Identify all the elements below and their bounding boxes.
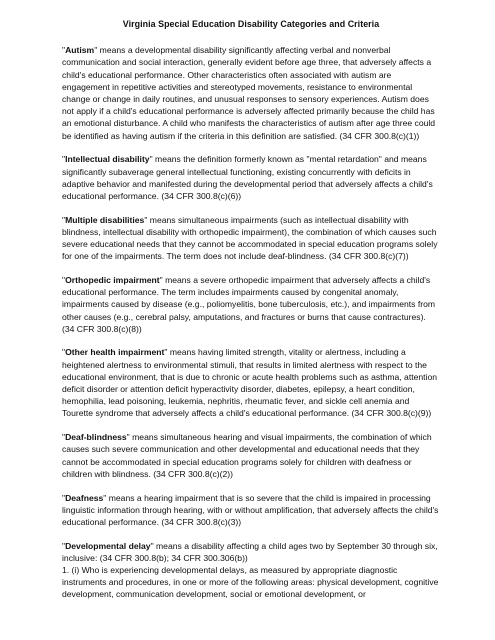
term-other-health-impairment: Other health impairment [65, 347, 165, 358]
definition-text: means a disability affecting a child ages two by September 30 through six, inclusive: (34 CFR 300.8(b); 34 CFR 300.306(b)) [62, 540, 438, 563]
definition-text: means simultaneous hearing and visual impairments, the combination of which causes such severe communication and other developmental and educational needs that they cannot be accommodated in special education programs solely for children with deafness or children with blindness. (34 CFR 300.8(c)(2)) [62, 432, 432, 479]
term-intellectual-disability: Intellectual disability [65, 154, 150, 165]
definition-orthopedic-impairment: "Orthopedic impairment" means a severe orthopedic impairment that adversely affects a child's educational performance. The term includes impairments caused by congenital anomaly, impairments caused by disease (e.g., poliomyelitis, bone tuberculosis, etc.), and impairments from other causes (e.g., cerebral palsy, amputations, and fractures or burns that cause contractures). (34 CFR 300.8(c)(8)) [62, 274, 436, 334]
definition-text: means a severe orthopedic impairment that adversely affects a child's educational performance. The term includes impairments caused by congenital anomaly, impairments caused by disease (e.g., poliomyelitis, bone tuberculosis, etc.), and impairments from other causes (e.g., cerebral palsy, amputations, and fractures or burns that cause contractures). (34 CFR 300.8(c)(8)) [62, 274, 436, 334]
term-developmental-delay: Developmental delay [65, 540, 151, 551]
definition-other-health-impairment: "Other health impairment" means having limited strength, vitality or alertness, including a heightened alertness to environmental stimuli, that results in limited alertness with respect to the educational environment, that is due to chronic or acute health problems such as asthma, attention deficit disorder or attention deficit hyperactivity disorder, diabetes, epilepsy, a heart condition, hemophilia, lead poisoning, leukemia, nephritis, rheumatic fever, and sickle cell anemia and Tourette syndrome that adversely affects a child's educational performance. (34 CFR 300.8(c)(9)) [62, 347, 438, 419]
document-page [62, 18, 440, 612]
definition-intellectual-disability: "Intellectual disability" means the definition formerly known as "mental retardation" and means significantly subaverage general intellectual functioning, existing concurrently with deficits in adaptive behavior and manifested during the developmental period that adversely affects a child's educational performance. (34 CFR 300.8(c)(6)) [62, 154, 433, 201]
definition-subitem: 1. (i) Who is experiencing developmental delays, as measured by appropriate diagnostic instruments and procedures, in one or more of the following areas: physical development, cognitive development, communication development, social or emotional development, or [62, 565, 439, 600]
term-orthopedic-impairment: Orthopedic impairment [65, 274, 160, 285]
definition-text: means simultaneous impairments (such as intellectual disability with blindness, intellectual disability with orthopedic impairment), the combination of which causes such severe educational needs that they cannot be accommodated in special education programs solely for one of the impairments. The term does not include deaf-blindness. (34 CFR 300.8(c)(7)) [62, 214, 438, 262]
term-deafness: Deafness [65, 492, 104, 503]
definition-text: means a hearing impairment that is so severe that the child is impaired in processing linguistic information through hearing, with or without amplification, that adversely affects the child's educational performance. (34 CFR 300.8(c)(3)) [62, 492, 439, 527]
term-deaf-blindness: Deaf-blindness [65, 432, 127, 443]
definition-multiple-disabilities: "Multiple disabilities" means simultaneous impairments (such as intellectual disability with blindness, intellectual disability with orthopedic impairment), the combination of which causes such severe educational needs that they cannot be accommodated in special education programs solely for one of the impairments. The term does not include deaf-blindness. (34 CFR 300.8(c)(7)) [62, 214, 438, 262]
definition-developmental-delay: "Developmental delay" means a disability affecting a child ages two by September 30 through six, inclusive: (34 CFR 300.8(b); 34 CFR 300.306(b)) 1. (i) Who is experiencing developmental delays, as measured by appropriate diagnostic instruments and procedures, in one or more of the following areas: physical development, cognitive development, communication development, social or emotional development, or [62, 540, 439, 600]
definition-autism: "Autism" means a developmental disability significantly affecting verbal and nonverbal communication and social interaction, generally evident before age three, that adversely affects a child's educational performance. Other characteristics often associated with autism are engagement in repetitive activities and stereotyped movements, resistance to environmental change or change in daily routines, and unusual responses to sensory experiences. Autism does not apply if a child's educational performance is adversely affected primarily because the child has an emotional disturbance. A child who manifests the characteristics of autism after age three could be identified as having autism if the criteria in this definition are satisfied. (34 CFR 300.8(c)(1)) [62, 45, 436, 141]
term-multiple-disabilities: Multiple disabilities [65, 214, 145, 225]
definition-deafness: "Deafness" means a hearing impairment that is so severe that the child is impaired in processing linguistic information through hearing, with or without amplification, that adversely affects the child's educational performance. (34 CFR 300.8(c)(3)) [62, 492, 439, 527]
definition-text: means a developmental disability significantly affecting verbal and nonverbal communication and social interaction, generally evident before age three, that adversely affects a child's educational performance. Other characteristics often associated with autism are engagement in repetitive activities and stereotyped movements, resistance to environmental change or change in daily routines, and unusual responses to sensory experiences. Autism does not apply if a child's educational performance is adversely affected primarily because the child has an emotional disturbance. A child who manifests the characteristics of autism after age three could be identified as having autism if the criteria in this definition are satisfied. (34 CFR 300.8(c)(1)) [62, 45, 436, 141]
document-title: Virginia Special Education Disability Categories and Criteria [122, 19, 380, 29]
definition-text: means having limited strength, vitality or alertness, including a heightened alertness to environmental stimuli, that results in limited alertness with respect to the educational environment, that is due to chronic or acute health problems such as asthma, attention deficit disorder or attention deficit hyperactivity disorder, diabetes, epilepsy, a heart condition, hemophilia, lead poisoning, leukemia, nephritis, rheumatic fever, and sickle cell anemia and Tourette syndrome that adversely affects a child's educational performance. (34 CFR 300.8(c)(9)) [62, 347, 438, 419]
definition-deaf-blindness: "Deaf-blindness" means simultaneous hearing and visual impairments, the combination of which causes such severe communication and other developmental and educational needs that they cannot be accommodated in special education programs solely for children with deafness or children with blindness. (34 CFR 300.8(c)(2)) [62, 432, 432, 479]
term-autism: Autism [65, 45, 95, 56]
definition-text: means the definition formerly known as "mental retardation" and means significantly subaverage general intellectual functioning, existing concurrently with deficits in adaptive behavior and manifested during the developmental period that adversely affects a child's educational performance. (34 CFR 300.8(c)(6)) [62, 154, 433, 201]
